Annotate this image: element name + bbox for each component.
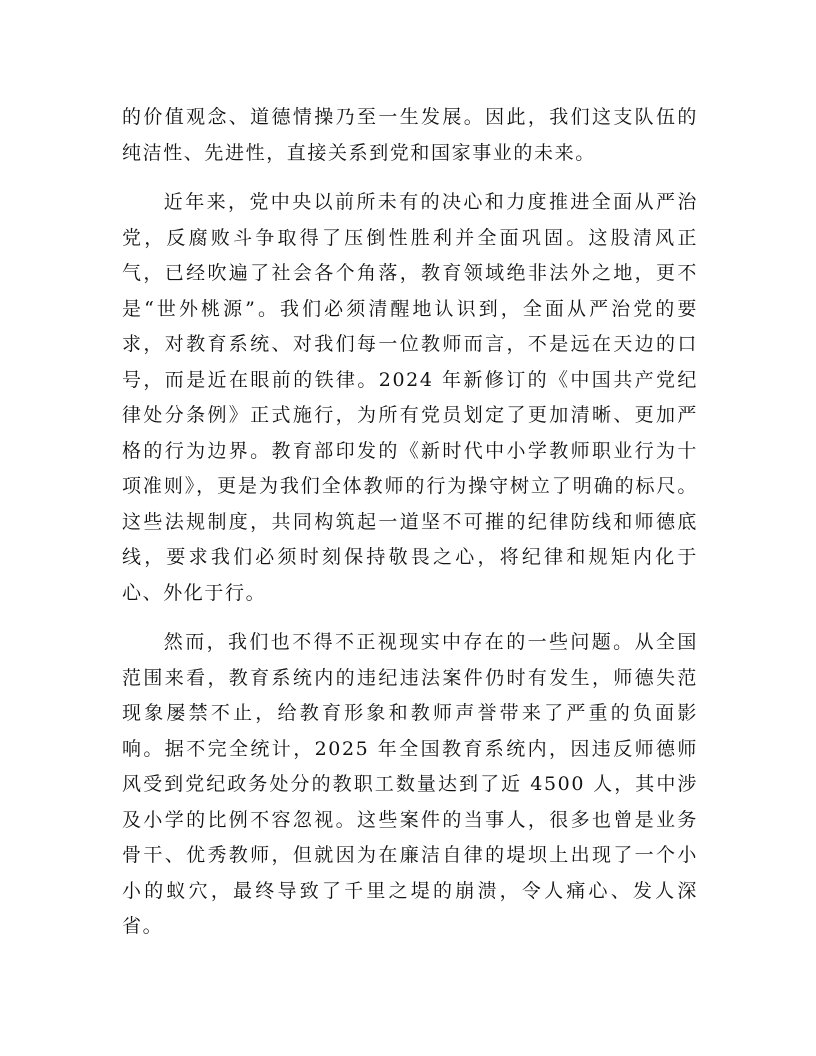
paragraph-continued: 的价值观念、道德情操乃至一生发展。因此，我们这支队伍的纯洁性、先进性，直接关系到党和国家事业的未来。 — [122, 106, 698, 164]
paragraph-party-discipline: 近年来，党中央以前所未有的决心和力度推进全面从严治党，反腐败斗争取得了压倒性胜利并全面巩固。这股清风正气，已经吹遍了社会各个角落，教育领域绝非法外之地，更不是“世外桃源”。我们必须清醒地认识到，全面从严治党的要求，对教育系统、对我们每一位教师而言，不是远在天边的口号，而是近在眼前的铁律。2024 年新修订的《中国共产党纪律处分条例》正式施行，为所有党员划定了更加清晰、更加严格的行为边界。教育部印发的《新时代中小学教师职业行为十项准则》，更是为我们全体教师的行为操守树立了明确的标尺。这些法规制度，共同构筑起一道坚不可摧的纪律防线和师德底线，要求我们必须时刻保持敬畏之心，将纪律和规矩内化于心、外化于行。 — [122, 191, 698, 604]
document-body — [122, 100, 698, 959]
paragraph-problems: 然而，我们也不得不正视现实中存在的一些问题。从全国范围来看，教育系统内的违纪违法案件仍时有发生，师德失范现象屡禁不止，给教育形象和教师声誉带来了严重的负面影响。据不完全统计，2025 年全国教育系统内，因违反师德师风受到党纪政务处分的教职工数量达到了近 4500 人，其中涉及小学的比例不容忽视。这些案件的当事人，很多也曾是业务骨干、优秀教师，但就因为在廉洁自律的堤坝上出现了一个小小的蚁穴，最终导致了千里之堤的崩溃，令人痛心、发人深省。 — [122, 631, 698, 937]
